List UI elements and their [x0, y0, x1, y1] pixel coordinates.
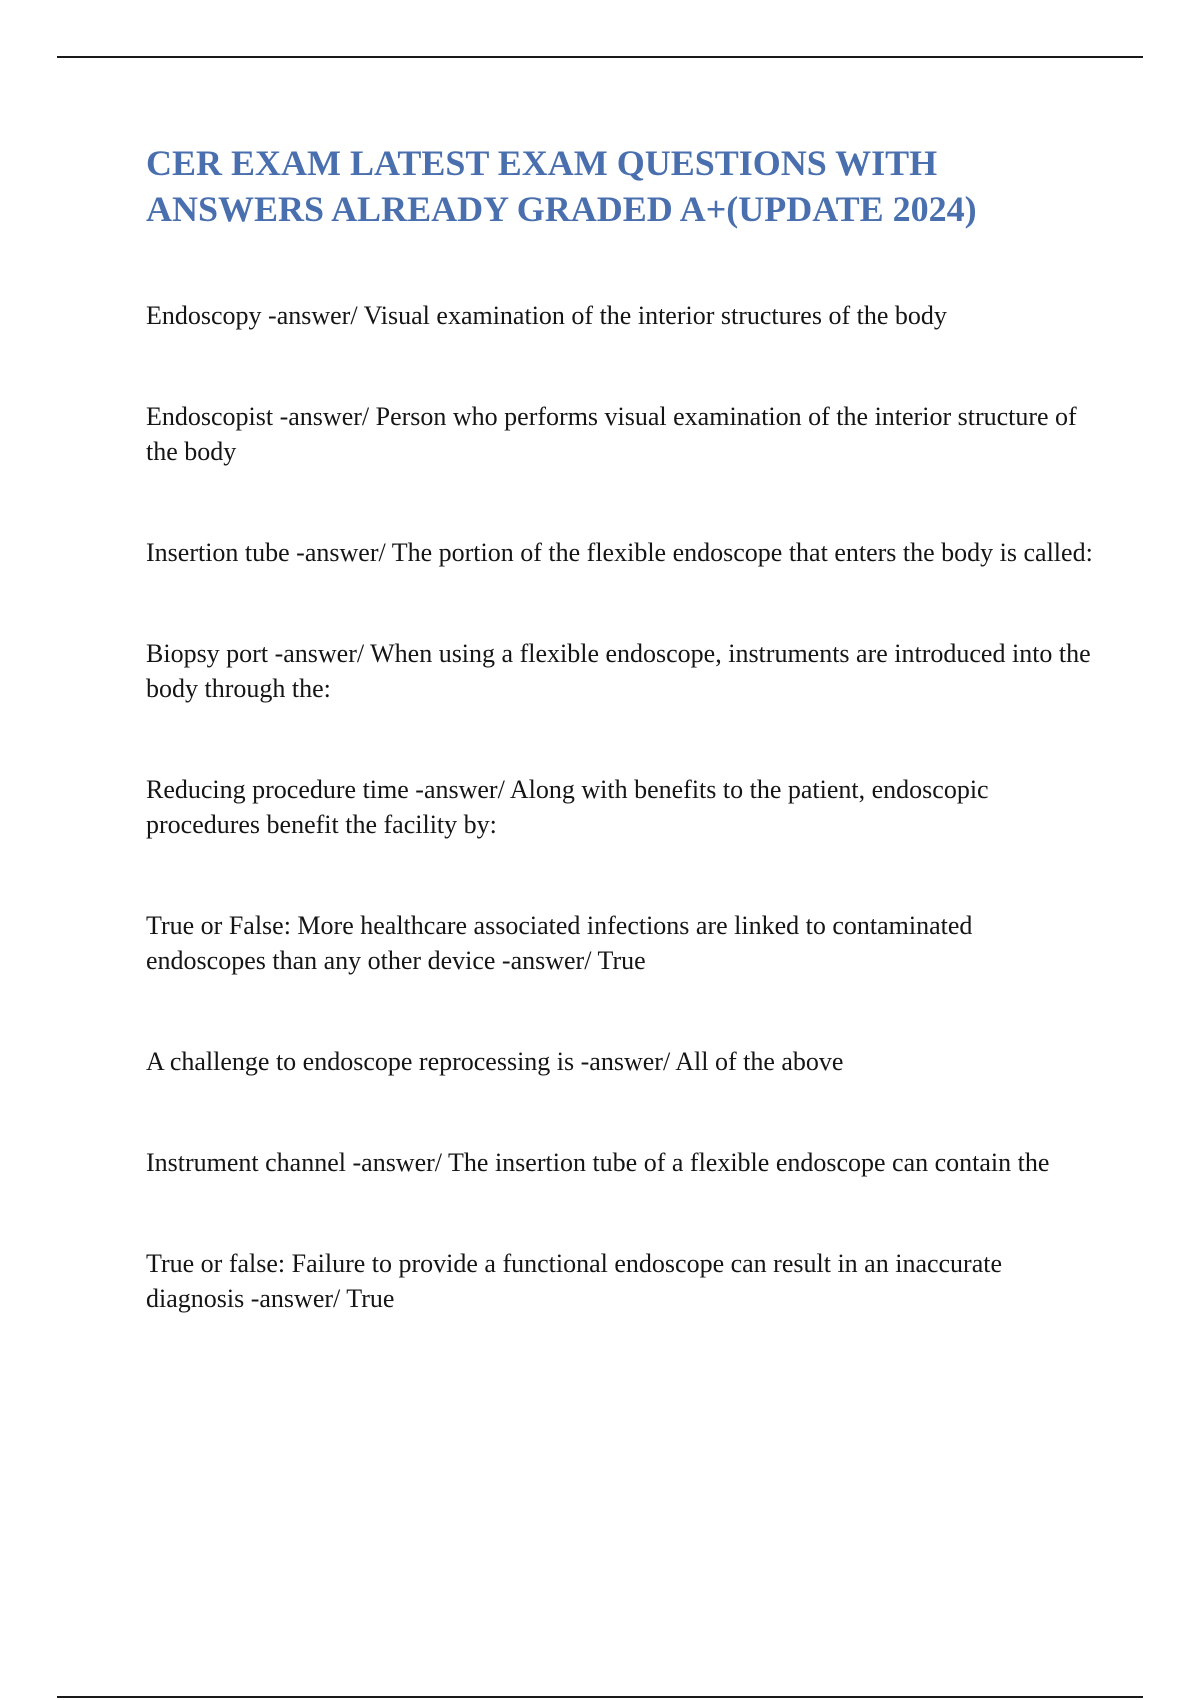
qa-item-endoscopist: Endoscopist -answer/ Person who performs visual examination of the interior structure of the body: [146, 402, 1077, 466]
top-rule: [57, 56, 1143, 58]
page-content: [146, 140, 1096, 1316]
qa-item-endoscopy: Endoscopy -answer/ Visual examination of the interior structures of the body: [146, 301, 947, 330]
qa-item-insertion-tube: Insertion tube -answer/ The portion of the flexible endoscope that enters the body is called:: [146, 538, 1093, 567]
qa-list: [146, 298, 1096, 1316]
bottom-rule: [57, 1696, 1143, 1698]
qa-item-functional-endoscope: True or false: Failure to provide a functional endoscope can result in an inaccurate diagnosis -answer/ True: [146, 1249, 1003, 1313]
qa-item-reprocessing-challenge: A challenge to endoscope reprocessing is -answer/ All of the above: [146, 1047, 844, 1076]
qa-item-instrument-channel: Instrument channel -answer/ The insertion tube of a flexible endoscope can contain the: [146, 1148, 1050, 1177]
qa-item-infections-true-false: True or False: More healthcare associated infections are linked to contaminated endoscopes than any other device -answer/ True: [146, 911, 973, 975]
document-title: CER EXAM LATEST EXAM QUESTIONS WITH ANSWERS ALREADY GRADED A+(UPDATE 2024): [146, 143, 977, 229]
qa-item-reducing-procedure-time: Reducing procedure time -answer/ Along with benefits to the patient, endoscopic procedures benefit the facility by:: [146, 775, 989, 839]
qa-item-biopsy-port: Biopsy port -answer/ When using a flexible endoscope, instruments are introduced into the body through the:: [146, 639, 1091, 703]
